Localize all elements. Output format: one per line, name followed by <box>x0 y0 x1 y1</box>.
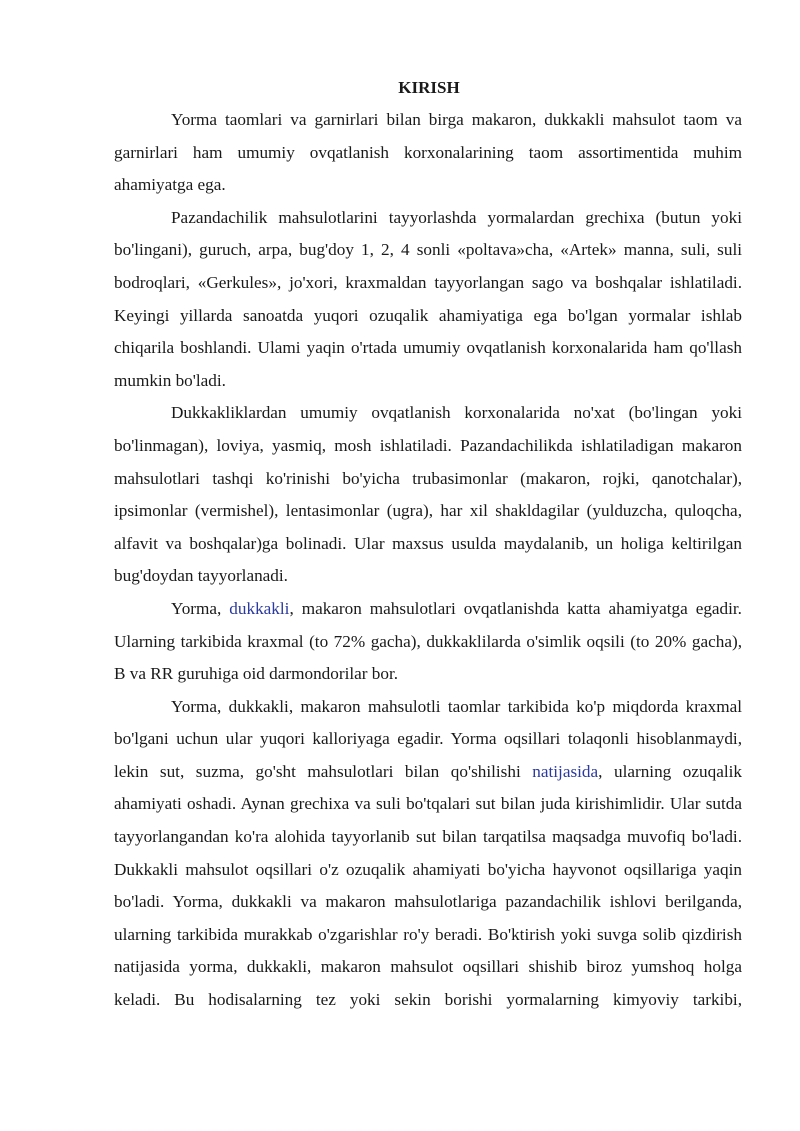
paragraph <box>114 104 742 202</box>
paragraph-text: , makaron mahsulotlari ovqatlanishda katta ahamiyatga egadir. Ularning tarkibida kraxmal (to 72% gacha), dukkaklilarda o'simlik oqsili (to 20% gacha), B va RR guruhiga oid darmondorilar bor. <box>114 598 742 684</box>
document-body <box>114 104 742 1017</box>
hyperlink[interactable]: natijasida <box>532 761 599 781</box>
paragraph-text: Yorma, dukkakli, makaron mahsulotli taomlar tarkibida ko'p miqdorda kraxmal bo'lgani uchun ular yuqori kalloriyaga egadir. Yorma oqsillari tolaqonli hisoblanmaydi, lekin sut, suzma, go'sht mahsulotlari bilan qo'shilishi <box>114 696 742 781</box>
hyperlink[interactable]: dukkakli <box>229 598 290 618</box>
document-title: KIRISH <box>398 78 460 97</box>
paragraph <box>114 593 742 691</box>
paragraph <box>114 202 742 398</box>
paragraph-text: Yorma, <box>171 598 230 618</box>
paragraph <box>114 397 742 593</box>
paragraph-text: Pazandachilik mahsulotlarini tayyorlashda yormalardan grechixa (butun yoki bo'lingani), guruch, arpa, bug'doy 1, 2, 4 sonli «poltava»cha, «Artek» manna, suli, suli bodroqlari, «Gerkules», jo'xori, kraxmaldan tayyorlangan sago va boshqalar ishlatiladi. Keyingi yillarda sanoatda yuqori ozuqalik ahamiyatiga ega bo'lgan yormalar ishlab chiqarila boshlandi. Ulami yaqin o'rtada umumiy ovqatlanish korxonalarida ham qo'llash mumkin bo'ladi. <box>114 207 742 390</box>
paragraph <box>114 691 742 1017</box>
paragraph-text: Yorma taomlari va garnirlari bilan birga makaron, dukkakli mahsulot taom va garnirlari ham umumiy ovqatlanish korxonalarining taom assortimentida muhim ahamiyatga ega. <box>114 110 742 195</box>
paragraph-text: Dukkakliklardan umumiy ovqatlanish korxonalarida no'xat (bo'lingan yoki bo'linmagan), loviya, yasmiq, mosh ishlatiladi. Pazandachilikda ishlatiladigan makaron mahsulotlari tashqi ko'rinishi bo'yicha trubasimonlar (makaron, rojki, qanotchalar), ipsimonlar (vermishel), lentasimonlar (ugra), har xil shakldagilar (yulduzcha, quloqcha, alfavit va boshqalar)ga bolinadi. Ular maxsus usulda maydalanib, un holiga keltirilgan bug'doydan tayyorlanadi. <box>114 403 742 586</box>
paragraph-text: , ularning ozuqalik ahamiyati oshadi. Aynan grechixa va suli bo'tqalari sut bilan juda kirishimlidir. Ular sutda tayyorlangandan ko'ra alohida tayyorlanib sut bilan tarqatilsa maqsadga muvofiq bo'ladi. Dukkakli mahsulot oqsillari o'z ozuqalik ahamiyati bo'yicha hayvonot oqsillariga yaqin bo'ladi. Yorma, dukkakli va makaron mahsulotlariga pazandachilik ishlovi berilganda, ularning tarkibida murakkab o'zgarishlar ro'y beradi. Bo'ktirish yoki suvga solib qizdirish natijasida yorma, dukkakli, makaron mahsulot oqsillari shishib biroz yumshoq holga keladi. Bu hodisalarning tez yoki sekin borishi yormalarning kimyoviy tarkibi, <box>114 761 742 1010</box>
